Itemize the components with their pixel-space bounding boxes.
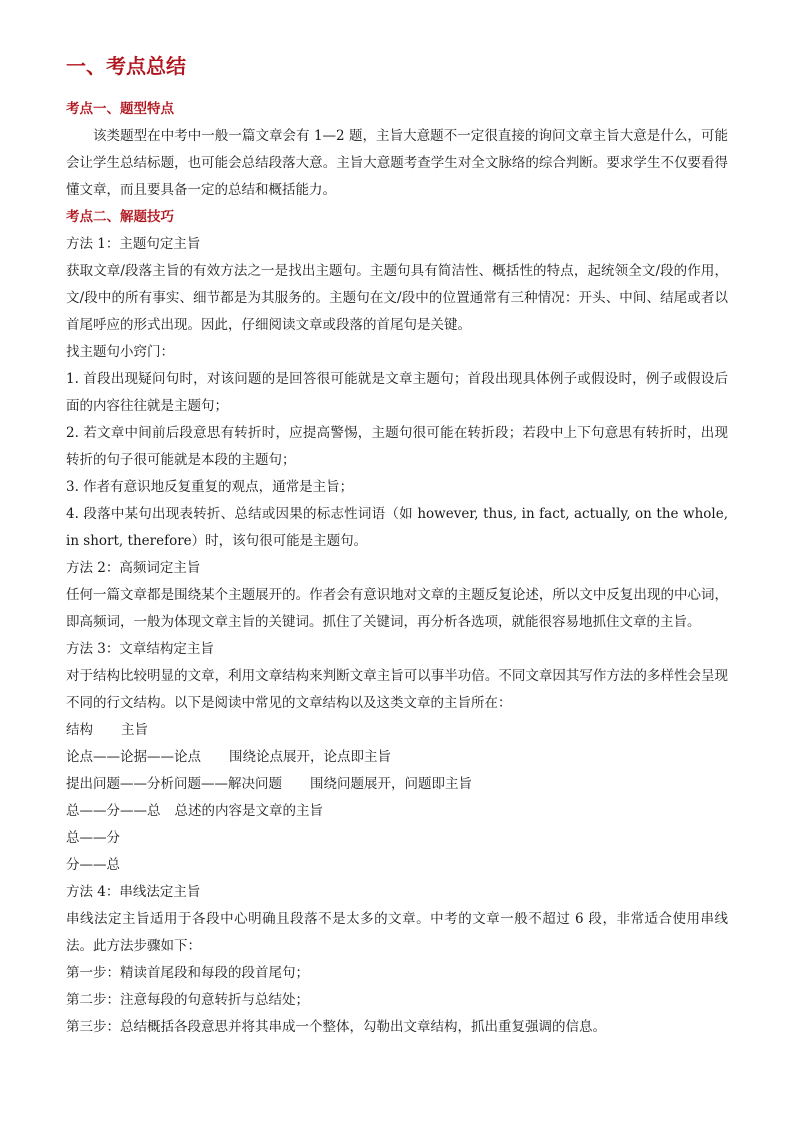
step-3: 第三步：总结概括各段意思并将其串成一个整体，勾勒出文章结构，抓出重复强调的信息。 xyxy=(66,1019,606,1035)
structure-row-2 xyxy=(66,771,728,798)
structure-row-5 xyxy=(66,852,728,879)
structure-row-4 xyxy=(66,825,728,852)
structure-1: 论点——论据——论点 xyxy=(66,749,201,765)
method-1-body: 获取文章/段落主旨的有效方法之一是找出主题句。主题句具有简洁性、概括性的特点，起统领全文/段的作用，文/段中的所有事实、细节都是为其服务的。主题句在文/段中的位置通常有三种情况：开头、中间、结尾或者以首尾呼应的形式出现。因此，仔细阅读文章或段落的首尾句是关键。 xyxy=(66,263,728,333)
structure-row-3 xyxy=(66,798,728,825)
tip-3: 3. 作者有意识地反复重复的观点，通常是主旨； xyxy=(66,479,354,495)
step-2: 第二步：注意每段的句意转折与总结处； xyxy=(66,992,309,1008)
step-1: 第一步：精读首尾段和每段的段首尾句； xyxy=(66,965,309,981)
method-3-body: 对于结构比较明显的文章，利用文章结构来判断文章主旨可以事半功倍。不同文章因其写作方法的多样性会呈现不同的行文结构。以下是阅读中常见的文章结构以及这类文章的主旨所在： xyxy=(66,668,728,711)
tip-2: 2. 若文章中间前后段意思有转折时，应提高警惕，主题句很可能在转折段；若段中上下句意思有转折时，出现转折的句子很可能就是本段的主题句； xyxy=(66,425,728,468)
section-title: 一、考点总结 xyxy=(66,54,186,78)
header-structure: 结构 xyxy=(66,722,93,738)
tip-1: 1. 首段出现疑问句时，对该问题的是回答很可能就是文章主题句；首段出现具体例子或假设时，例子或假设后面的内容往往就是主题句； xyxy=(66,371,728,414)
question-type-paragraph: 该类题型在中考中一般一篇文章会有 1—2 题，主旨大意题不一定很直接的询问文章主旨大意是什么，可能会让学生总结标题，也可能会总结段落大意。主旨大意题考查学生对全文脉络的综合判断。要求学生不仅要看得懂文章，而且要具备一定的总结和概括能力。 xyxy=(66,128,728,198)
structure-5: 分——总 xyxy=(66,857,120,873)
header-main-idea: 主旨 xyxy=(121,722,148,738)
tips-title: 找主题句小窍门： xyxy=(66,344,174,360)
structure-table-header xyxy=(66,717,728,744)
structure-2: 提出问题——分析问题——解决问题 xyxy=(66,776,282,792)
structure-3: 总——分——总 xyxy=(66,803,161,819)
structure-row-1 xyxy=(66,744,728,771)
method-4-body: 串线法定主旨适用于各段中心明确且段落不是太多的文章。中考的文章一般不超过 6 段，非常适合使用串线法。此方法步骤如下： xyxy=(66,911,728,954)
method-3-title: 方法 3：文章结构定主旨 xyxy=(66,641,214,657)
method-1-title: 方法 1：主题句定主旨 xyxy=(66,236,201,252)
heading-question-type: 考点一、题型特点 xyxy=(66,101,174,117)
heading-techniques: 考点二、解题技巧 xyxy=(66,209,174,225)
method-4-title: 方法 4：串线法定主旨 xyxy=(66,884,201,900)
tip-4: 4. 段落中某句出现表转折、总结或因果的标志性词语（如 however, thus, in fact, actually, on the whole, in short, therefore）时，该句很可能是主题句。 xyxy=(66,506,728,549)
main-idea-2: 围绕问题展开，问题即主旨 xyxy=(310,776,472,792)
structure-4: 总——分 xyxy=(66,830,120,846)
main-idea-1: 围绕论点展开，论点即主旨 xyxy=(229,749,391,765)
method-2-title: 方法 2：高频词定主旨 xyxy=(66,560,201,576)
method-2-body: 任何一篇文章都是围绕某个主题展开的。作者会有意识地对文章的主题反复论述，所以文中反复出现的中心词，即高频词，一般为体现文章主旨的关键词。抓住了关键词，再分析各选项，就能很容易地抓住文章的主旨。 xyxy=(66,587,728,630)
main-idea-3: 总述的内容是文章的主旨 xyxy=(174,803,323,819)
